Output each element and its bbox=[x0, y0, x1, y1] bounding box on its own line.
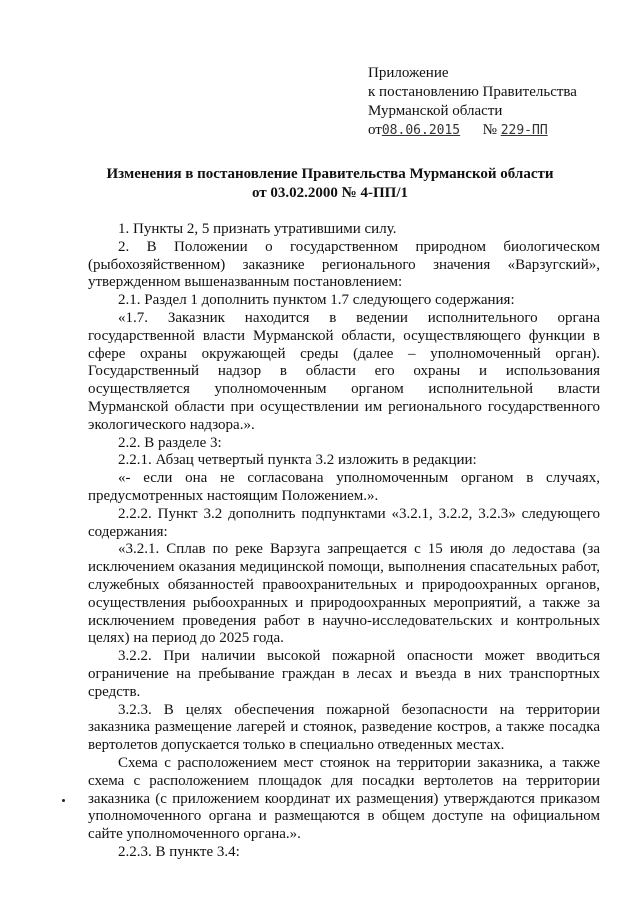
scan-speck bbox=[62, 799, 65, 802]
document-date: 08.06.2015 bbox=[381, 123, 461, 138]
paragraph: 2.2.3. В пункте 3.4: bbox=[118, 843, 240, 860]
paragraph: «1.7. Заказник находится в ведении исполнительного органа государственной власти Мурманской области, осуществляющего функции в сфере охраны окружающей среды (далее – уполномоченный орган). Государственный надзор в области его охраны и использования осуществляется уполномоченным органом исполнительной власти Мурманской области при осуществлении им регионального государственного экологического надзора.». bbox=[88, 309, 600, 433]
appendix-block bbox=[368, 64, 577, 140]
appendix-reference: к постановлению Правительства bbox=[368, 84, 577, 100]
document-title bbox=[60, 165, 600, 203]
paragraph: 2. В Положении о государственном природном биологическом (рыбохозяйственном) заказнике регионального значения «Варзугский», утвержденном вышеназванным постановлением: bbox=[88, 238, 600, 291]
date-prefix: от bbox=[368, 122, 382, 138]
title-line-1: Изменения в постановление Правительства Мурманской области bbox=[106, 166, 554, 182]
document-body bbox=[88, 221, 600, 862]
title-line-2: от 03.02.2000 № 4-ПП/1 bbox=[252, 185, 408, 201]
paragraph: 2.2. В разделе 3: bbox=[118, 434, 222, 451]
document-number: 229-ПП bbox=[500, 123, 548, 138]
paragraph: Схема с расположением мест стоянок на территории заказника, а также схема с расположением площадок для посадки вертолетов на территории заказника (с приложением координат их размещения) утверждаются приказом уполномоченного органа и размещаются в общем доступе на официальном сайте уполномоченного органа.». bbox=[88, 754, 600, 843]
paragraph: 2.1. Раздел 1 дополнить пунктом 1.7 следующего содержания: bbox=[118, 292, 515, 309]
paragraph: 2.2.1. Абзац четвертый пункта 3.2 изложить в редакции: bbox=[118, 452, 477, 469]
appendix-title: Приложение bbox=[368, 65, 449, 81]
number-prefix: № bbox=[482, 122, 497, 138]
paragraph: 3.2.3. В целях обеспечения пожарной безопасности на территории заказника размещение лагерей и стоянок, разведение костров, а также посадка вертолетов допускается только в специально отведенных местах. bbox=[88, 701, 600, 754]
paragraph: 1. Пункты 2, 5 признать утратившими силу. bbox=[118, 221, 397, 237]
paragraph: 3.2.2. При наличии высокой пожарной опасности может вводиться ограничение на пребывание граждан в лесах и въезда в них транспортных средств. bbox=[88, 648, 600, 700]
paragraph: «3.2.1. Сплав по реке Варзуга запрещается с 15 июля до ледостава (за исключением оказания медицинской помощи, выполнения спасательных работ, служебных обязанностей правоохранительных и природоохранных органов, осуществления рыбоохранных и природоохранных мероприятий, а также за исключением проведения работ в научно-исследовательских и контрольных целях) на период до 2025 года. bbox=[88, 541, 600, 647]
appendix-date-number bbox=[368, 121, 577, 140]
paragraph: 2.2.2. Пункт 3.2 дополнить подпунктами «3.2.1, 3.2.2, 3.2.3» следующего содержания: bbox=[88, 505, 600, 540]
appendix-region: Мурманской области bbox=[368, 103, 503, 119]
paragraph: «- если она не согласована уполномоченным органом в случаях, предусмотренных настоящим Положением.». bbox=[88, 470, 600, 504]
